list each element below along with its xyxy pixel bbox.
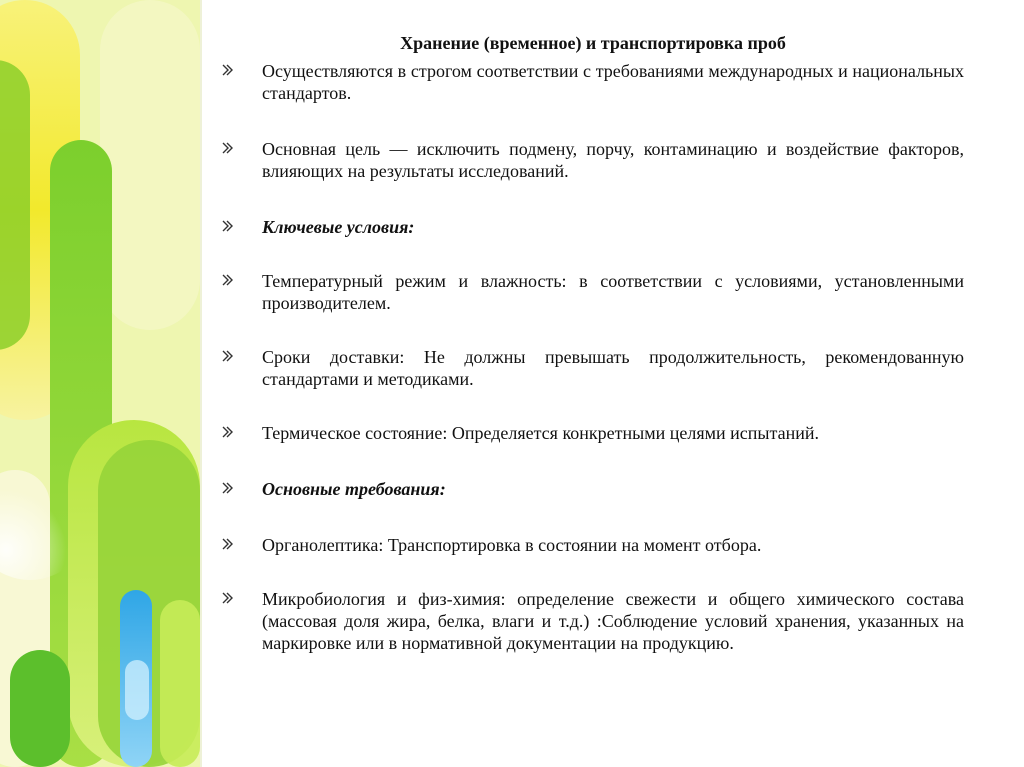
list-item-text: Органолептика: Транспортировка в состоянии на момент отбора. bbox=[262, 535, 762, 555]
list-item bbox=[222, 534, 964, 556]
list-item bbox=[222, 138, 964, 182]
list-item-text: Температурный режим и влажность: в соответствии с условиями, установленными производителем. bbox=[262, 271, 964, 313]
bullet-arrow-icon bbox=[222, 63, 234, 77]
list-item bbox=[222, 60, 964, 104]
bullet-list bbox=[222, 60, 964, 654]
list-item bbox=[222, 346, 964, 390]
list-item-text: Основная цель — исключить подмену, порчу, контаминацию и воздействие факторов, влияющих на результаты исследований. bbox=[262, 139, 964, 181]
slide-content bbox=[222, 32, 964, 654]
bullet-arrow-icon bbox=[222, 591, 234, 605]
bullet-arrow-icon bbox=[222, 349, 234, 363]
bullet-arrow-icon bbox=[222, 141, 234, 155]
list-item bbox=[222, 588, 964, 654]
list-item bbox=[222, 422, 964, 444]
abstract-shapes-graphic bbox=[0, 0, 200, 767]
list-item bbox=[222, 478, 964, 500]
list-item-text: Основные требования: bbox=[262, 479, 446, 499]
bullet-arrow-icon bbox=[222, 425, 234, 439]
decorative-side-panel bbox=[0, 0, 200, 767]
bullet-arrow-icon bbox=[222, 219, 234, 233]
bullet-arrow-icon bbox=[222, 537, 234, 551]
list-item-text: Осуществляются в строгом соответствии с требованиями международных и национальных стандартов. bbox=[262, 61, 964, 103]
slide-title: Хранение (временное) и транспортировка проб bbox=[400, 33, 786, 53]
list-item-text: Ключевые условия: bbox=[262, 217, 415, 237]
list-item-text: Микробиология и физ-химия: определение свежести и общего химического состава (массовая доля жира, белка, влаги и т.д.) :Соблюдение условий хранения, указанных на маркировке или в нормативной документации на продукцию. bbox=[262, 589, 964, 653]
list-item-text: Термическое состояние: Определяется конкретными целями испытаний. bbox=[262, 423, 819, 443]
list-item bbox=[222, 216, 964, 238]
list-item bbox=[222, 270, 964, 314]
bullet-arrow-icon bbox=[222, 481, 234, 495]
bullet-arrow-icon bbox=[222, 273, 234, 287]
panel-divider bbox=[200, 0, 202, 767]
list-item-text: Сроки доставки: Не должны превышать продолжительность, рекомендованную стандартами и методиками. bbox=[262, 347, 964, 389]
